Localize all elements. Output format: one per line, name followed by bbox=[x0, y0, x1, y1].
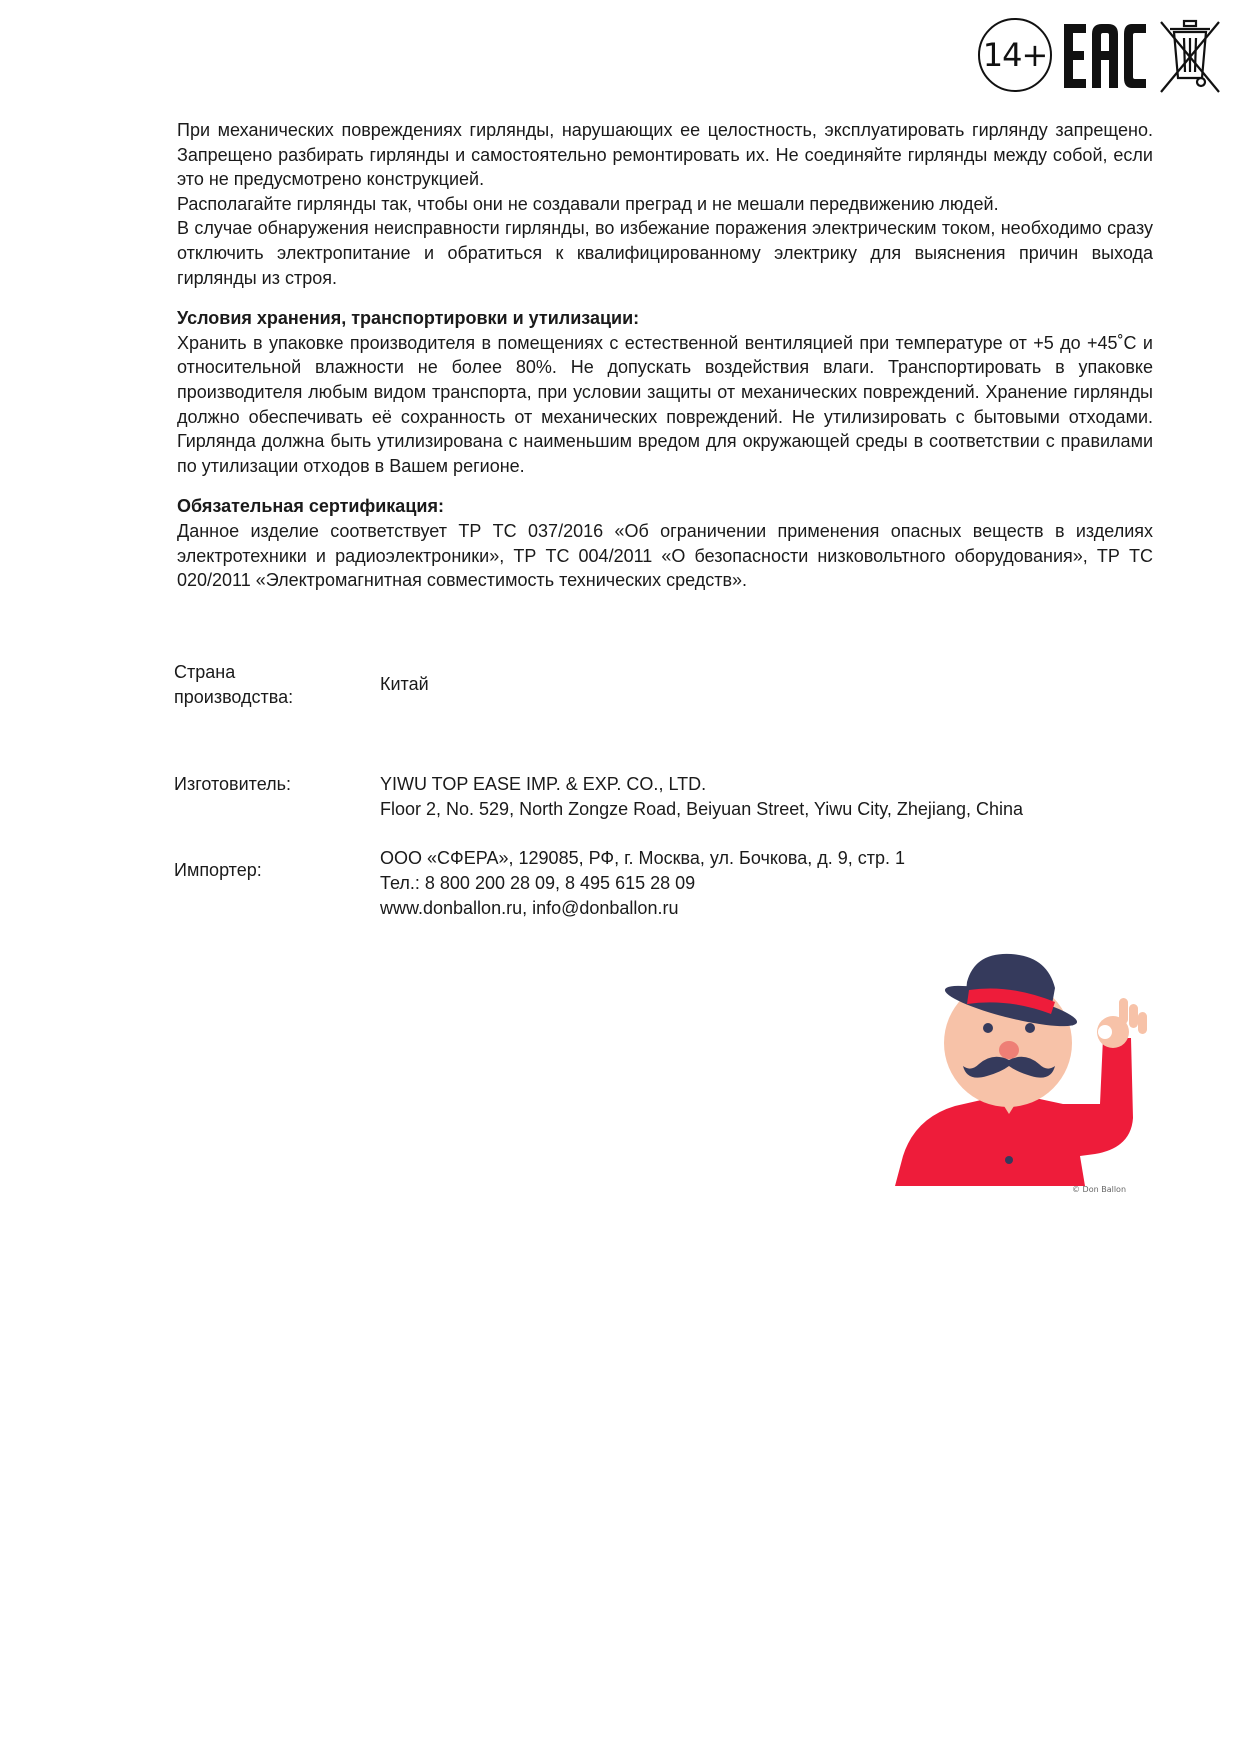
storage-text: Хранить в упаковке производителя в помещениях с естественной вентиляцией при температуре от +5 до +45˚С и относительной влажности не более 80%. Не допускать воздействия влаги. Транспортировать в упаковке производителя любым видом транспорта, при условии защиты от механических повреждений. Хранение гирлянды должно обеспечивать её сохранность от механических повреждений. Не утилизировать с бытовыми отходами. Гирлянда должна быть утилизирована с наименьшим вредом для окружающей среды в соответствии с правилами по утилизации отходов в Вашем регионе. bbox=[177, 332, 1153, 476]
certification-heading: Обязательная сертификация: bbox=[177, 496, 444, 517]
age-rating-icon bbox=[978, 18, 1052, 92]
importer-label: Импортер: bbox=[174, 860, 262, 880]
eac-mark-icon bbox=[1062, 22, 1148, 90]
country-label: Страна производства: bbox=[174, 662, 294, 707]
storage-section bbox=[177, 306, 1153, 478]
country-value: Китай bbox=[380, 674, 429, 694]
manufacturer-label: Изготовитель: bbox=[174, 774, 291, 794]
mascot-illustration bbox=[895, 948, 1161, 1194]
mascot-copyright: © Don Ballon bbox=[1072, 1185, 1127, 1194]
safety-paragraph-2: Располагайте гирлянды так, чтобы они не создавали преград и не мешали передвижению людей. bbox=[177, 193, 999, 214]
product-info bbox=[174, 660, 1134, 921]
importer-row bbox=[174, 846, 1134, 921]
manufacturer-name: YIWU TOP EASE IMP. & EXP. CO., LTD. bbox=[380, 774, 707, 794]
importer-phone: Тел.: 8 800 200 28 09, 8 495 615 28 09 bbox=[380, 873, 696, 893]
importer-name: ООО «СФЕРА», 129085, РФ, г. Москва, ул. Бочкова, д. 9, стр. 1 bbox=[380, 848, 906, 868]
country-row bbox=[174, 660, 1134, 772]
manufacturer-address: Floor 2, No. 529, North Zongze Road, Beiyuan Street, Yiwu City, Zhejiang, China bbox=[380, 799, 1023, 819]
crossed-bin-icon bbox=[1158, 18, 1222, 94]
certification-section bbox=[177, 494, 1153, 592]
certification-text: Данное изделие соответствует ТР ТС 037/2016 «Об ограничении применения опасных веществ в изделиях электротехники и радиоэлектроники», ТР ТС 004/2011 «О безопасности низковольтного оборудования», ТР ТС 020/2011 «Электромагнитная совместимость технических средств». bbox=[177, 520, 1153, 591]
importer-value bbox=[380, 846, 1134, 921]
safety-paragraph-1: При механических повреждениях гирлянды, нарушающих ее целостность, эксплуатировать гирлянду запрещено. Запрещено разбирать гирлянды и самостоятельно ремонтировать их. Не соединяйте гирлянды между собой, если это не предусмотрено конструкцией. bbox=[177, 120, 1153, 190]
manufacturer-value bbox=[380, 772, 1134, 822]
certification-marks bbox=[978, 16, 1228, 96]
safety-paragraph-3: В случае обнаружения неисправности гирлянды, во избежание поражения электрическим током, необходимо сразу отключить электропитание и обратиться к квалифицированному электрику для выяснения причин выхода гирлянды из строя. bbox=[177, 218, 1153, 288]
age-rating-text: 14+ bbox=[982, 36, 1048, 74]
storage-heading: Условия хранения, транспортировки и утилизации: bbox=[177, 308, 640, 329]
instructions-text bbox=[177, 118, 1153, 593]
importer-web: www.donballon.ru, info@donballon.ru bbox=[380, 898, 679, 918]
manufacturer-row bbox=[174, 772, 1134, 846]
